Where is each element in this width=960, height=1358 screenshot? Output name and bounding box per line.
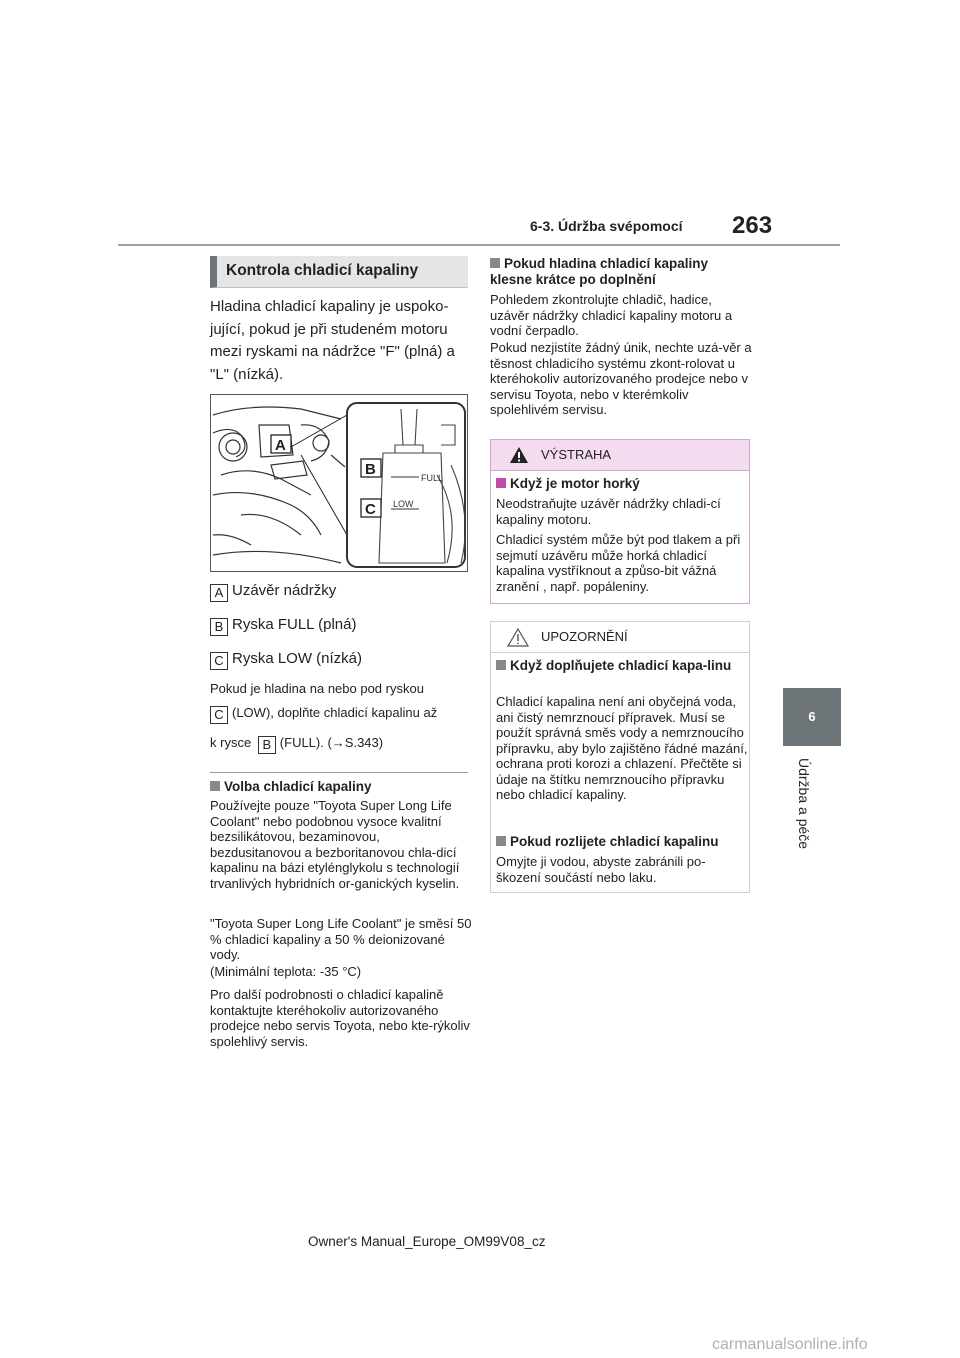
warning-p1: Neodstraňujte uzávěr nádržky chladi-cí kapaliny motoru.: [496, 496, 721, 527]
refill-line-2: C (LOW), doplňte chladicí kapalinu až: [210, 704, 437, 724]
legend-text-b: Ryska FULL (plná): [232, 616, 357, 633]
watermark: carmanualsonline.info: [712, 1336, 868, 1353]
header-rule: [118, 244, 840, 246]
figure-label-c: C: [365, 501, 376, 518]
chapter-tab[interactable]: 6: [783, 688, 841, 746]
refill-line-3: k rysce B (FULL). (→S.343): [210, 735, 384, 752]
level-drop-p2: Pokud nezjistíte žádný únik, nechte uzá-věr a těsnost chladicího systému zkont-rolovat u kteréhokoliv autorizovaného prodejce nebo v servisu Toyota, nebo v kterémkoliv spolehlivém servisu.: [490, 340, 752, 417]
warning-title: VÝSTRAHA: [541, 447, 612, 462]
legend-item-a: [210, 582, 336, 602]
notice-box: [490, 621, 750, 893]
warning-p2: Chladicí systém může být pod tlakem a při sejmutí uzávěru může horká chladicí kapalina vystříknout a způso-bit vážná zranění , např. popáleniny.: [496, 532, 741, 594]
bullet-square-icon: [496, 660, 506, 670]
coolant-choice-p2b: (Minimální teplota: -35 °C): [210, 964, 362, 979]
intro-paragraph: Hladina chladicí kapaliny je uspoko-jující, pokud je při studeném motoru mezi ryskami na nádržce "F" (plná) a "L" (nízká).: [210, 298, 455, 383]
legend-item-b: [210, 616, 356, 636]
badge-a: A: [210, 584, 228, 602]
figure-label-a: A: [275, 437, 286, 454]
level-drop-p1: Pohledem zkontrolujte chladič, hadice, uzávěr nádržky chladicí kapaliny motoru a vodní čerpadlo.: [490, 292, 733, 338]
figure-low-mark: LOW: [393, 499, 414, 509]
figure-label-b: B: [365, 461, 376, 478]
warning-header: [491, 440, 749, 471]
legend-item-c: [210, 650, 362, 670]
footer-manual-id: Owner's Manual_Europe_OM99V08_cz: [308, 1234, 546, 1249]
badge-c-inline: C: [210, 706, 228, 724]
notice-header: [491, 622, 749, 653]
engine-bay-illustration: [211, 395, 467, 571]
badge-c: C: [210, 652, 228, 670]
notice-p1: Chladicí kapalina není ani obyčejná voda, ani čistý nemrznoucí přípravek. Musí se použít správná směs vody a nemrznoucího přípravku, aby bylo zajištěno řádné mazání, ochrana proti korozi a chlazení. Přečtěte si údaje na štítku nemrznoucího přípravku nebo chladicí kapaliny.: [496, 694, 748, 802]
bullet-square-icon: [496, 836, 506, 846]
coolant-choice-p2: "Toyota Super Long Life Coolant" je směsí 50 % chladicí kapaliny a 50 % deionizované vody.: [210, 916, 472, 962]
section-heading-text: Kontrola chladicí kapaliny: [226, 262, 419, 279]
chapter-tab-label-text: Údržba a péče: [796, 758, 812, 850]
badge-b-inline: B: [258, 736, 276, 754]
engine-bay-figure: [210, 394, 468, 572]
badge-b: B: [210, 618, 228, 636]
legend-text-c: Ryska LOW (nízká): [232, 650, 363, 667]
figure-full-mark: FULL: [421, 473, 444, 483]
refill-line-1: Pokud je hladina na nebo pod ryskou: [210, 681, 424, 696]
chapter-tab-label: [790, 758, 834, 868]
legend-text-a: Uzávěr nádržky: [232, 582, 337, 599]
caution-triangle-outline-icon: [507, 628, 529, 647]
coolant-choice-p1: Používejte pouze "Toyota Super Long Life Coolant" nebo podobnou vysoce kvalitní bezsilikátovou, bezaminovou, bezdusitanovou a bezboritanovou chla-dicí kapalinu na bázi etylénglykolu s technologií trvanlivých hybridních or-ganických kyselin.: [210, 798, 460, 891]
warning-subheading: Když je motor horký: [496, 476, 746, 492]
notice-subheading-1: Když doplňujete chladicí kapa-linu: [496, 658, 746, 674]
notice-p2: Omyjte ji vodou, abyste zabránili po-škození součástí nebo laku.: [496, 854, 706, 885]
page-number: 263: [732, 212, 773, 239]
coolant-choice-heading: Volba chladicí kapaliny: [210, 779, 468, 795]
coolant-choice-p3: Pro další podrobnosti o chladicí kapalině kontaktujte kteréhokoliv autorizovaného prodejce nebo servis Toyota, nebo kte-rýkoliv spolehlivý servis.: [210, 987, 470, 1049]
notice-subheading-2: Pokud rozlijete chladicí kapalinu: [496, 834, 746, 850]
level-drop-heading: Pokud hladina chladicí kapaliny klesne krátce po doplnění: [490, 256, 709, 287]
bullet-square-icon: [496, 478, 506, 488]
bullet-square-icon: [490, 258, 500, 268]
warning-box: [490, 439, 750, 604]
warning-triangle-icon: [509, 446, 529, 464]
divider: [210, 772, 468, 773]
notice-title: UPOZORNĚNÍ: [541, 629, 628, 644]
running-header-section: 6-3. Údržba svépomocí: [530, 218, 683, 234]
section-heading: [210, 256, 468, 288]
bullet-square-icon: [210, 781, 220, 791]
